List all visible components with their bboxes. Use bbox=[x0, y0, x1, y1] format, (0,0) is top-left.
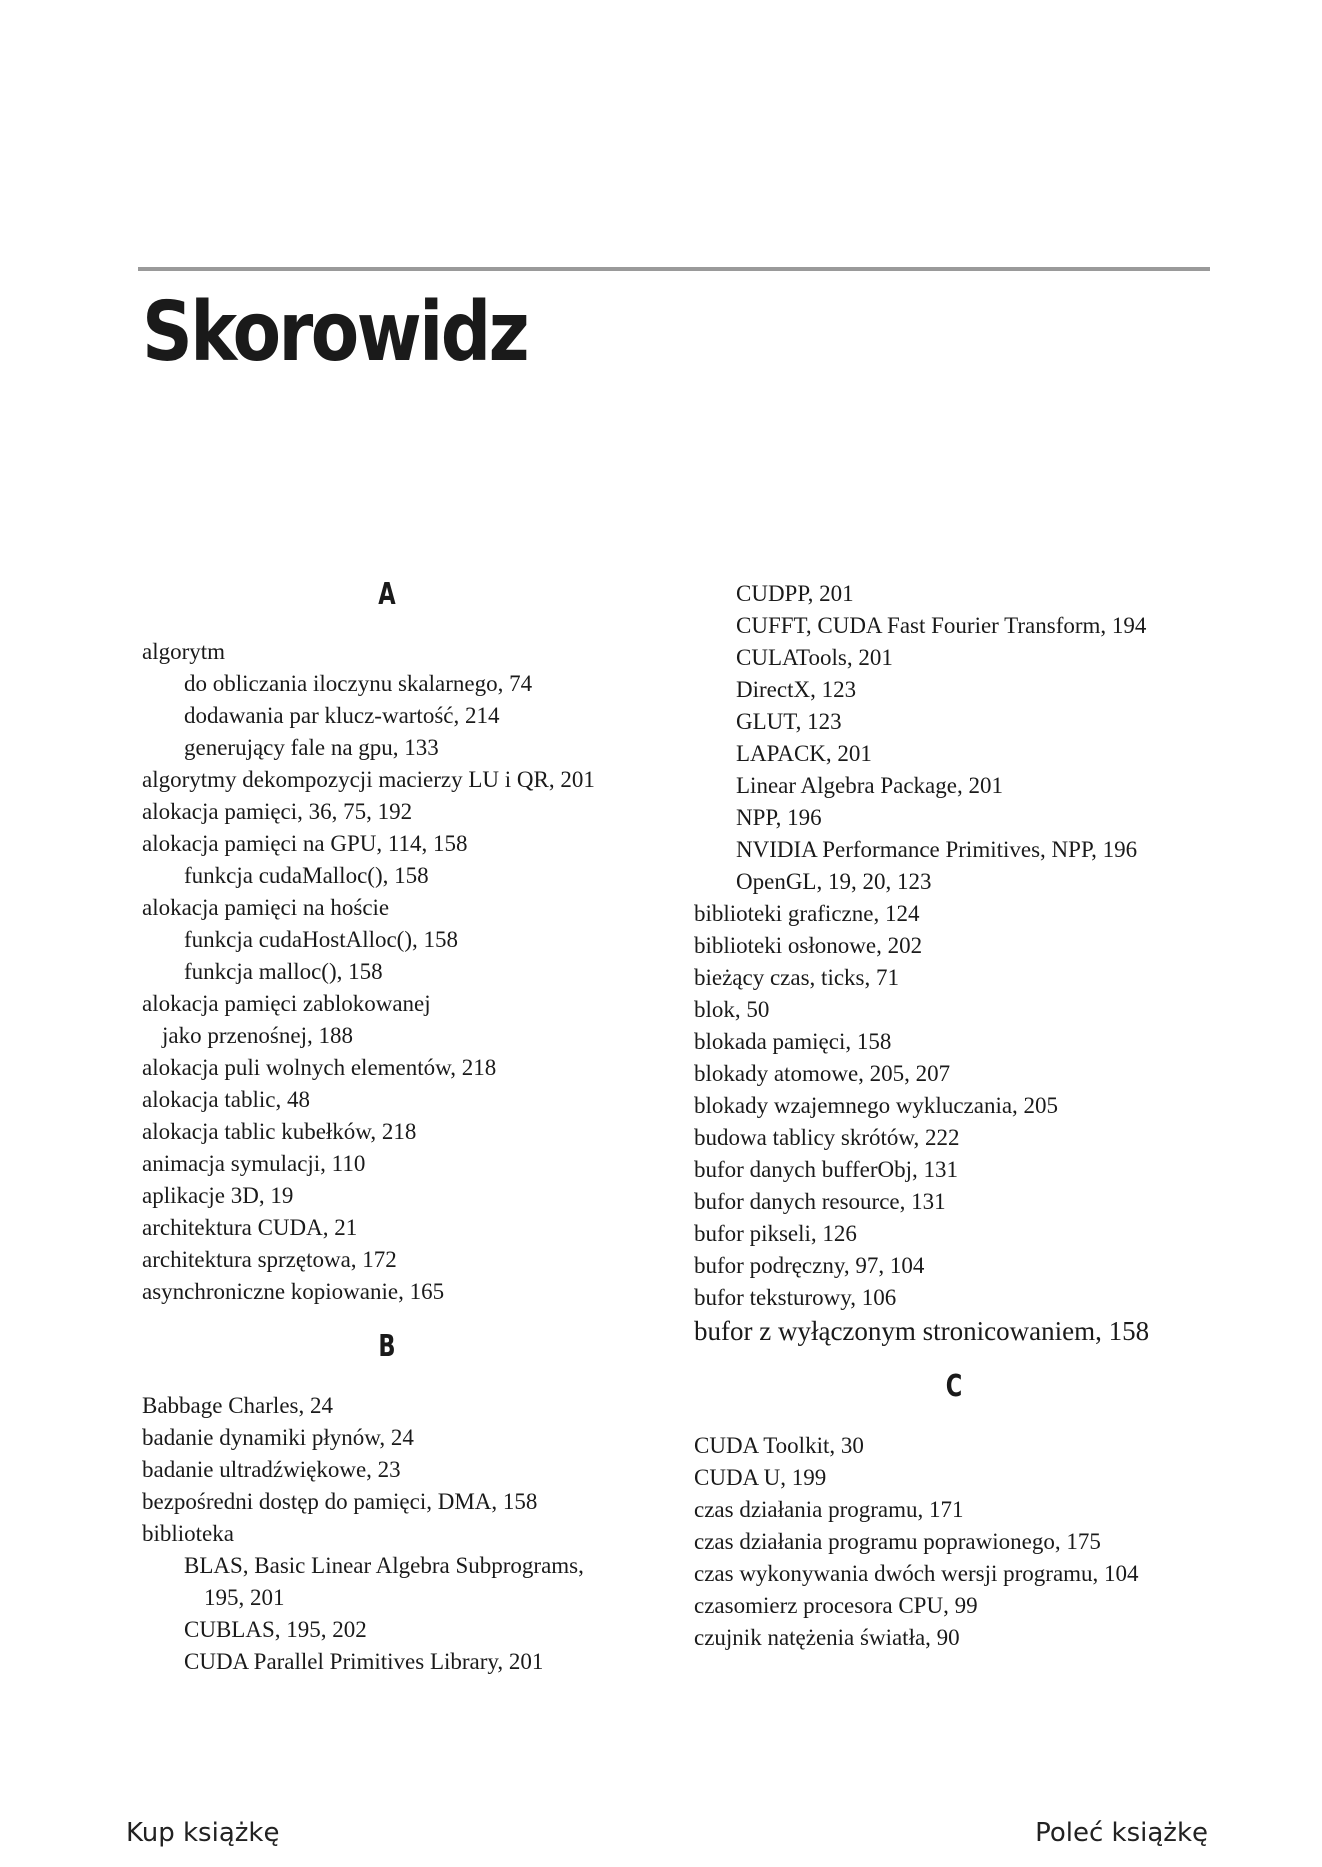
index-entry: bezpośredni dostęp do pamięci, DMA, 158 bbox=[142, 1489, 538, 1514]
section-letter-c: C bbox=[945, 1369, 963, 1404]
index-subentry: generujący fale na gpu, 133 bbox=[184, 735, 439, 760]
index-entry: alokacja tablic kubełków, 218 bbox=[142, 1119, 417, 1144]
index-entry: CUDA U, 199 bbox=[694, 1465, 827, 1490]
index-entry: blokady wzajemnego wykluczania, 205 bbox=[694, 1093, 1059, 1118]
index-entry: badanie ultradźwiękowe, 23 bbox=[142, 1457, 401, 1482]
index-subentry: dodawania par klucz-wartość, 214 bbox=[184, 703, 500, 728]
index-subentry: DirectX, 123 bbox=[736, 677, 857, 702]
index-subentry: CULATools, 201 bbox=[736, 645, 893, 670]
index-subentry: Linear Algebra Package, 201 bbox=[736, 773, 1003, 798]
index-entry: aplikacje 3D, 19 bbox=[142, 1183, 294, 1208]
index-subentry: NPP, 196 bbox=[736, 805, 822, 830]
index-entry: alokacja puli wolnych elementów, 218 bbox=[142, 1055, 497, 1080]
index-entry: architektura CUDA, 21 bbox=[142, 1215, 358, 1240]
header-rule bbox=[138, 267, 1210, 271]
index-entry: Babbage Charles, 24 bbox=[142, 1393, 333, 1418]
index-subentry: CUFFT, CUDA Fast Fourier Transform, 194 bbox=[736, 613, 1147, 638]
index-entry: algorytm bbox=[142, 639, 226, 664]
index-entry: alokacja pamięci zablokowanej bbox=[142, 991, 431, 1016]
index-subentry: funkcja cudaMalloc(), 158 bbox=[184, 863, 429, 888]
recommend-book-link[interactable]: Poleć książkę bbox=[1035, 1818, 1208, 1848]
index-subentry: do obliczania iloczynu skalarnego, 74 bbox=[184, 671, 533, 696]
index-entry: bufor z wyłączonym stronicowaniem, 158 bbox=[694, 1316, 1150, 1346]
index-subentry: OpenGL, 19, 20, 123 bbox=[736, 869, 932, 894]
buy-book-link[interactable]: Kup książkę bbox=[126, 1818, 280, 1848]
index-subentry: CUBLAS, 195, 202 bbox=[184, 1617, 367, 1642]
index-subentry-continuation: 195, 201 bbox=[204, 1585, 285, 1610]
index-subentry: LAPACK, 201 bbox=[736, 741, 872, 766]
index-entry: czas wykonywania dwóch wersji programu, 104 bbox=[694, 1561, 1139, 1586]
index-entry: bufor danych bufferObj, 131 bbox=[694, 1157, 959, 1182]
index-entry: czas działania programu, 171 bbox=[694, 1497, 964, 1522]
index-entry: czasomierz procesora CPU, 99 bbox=[694, 1593, 978, 1618]
index-column-left bbox=[142, 577, 662, 1678]
index-entry: bufor podręczny, 97, 104 bbox=[694, 1253, 925, 1278]
index-entry: blokada pamięci, 158 bbox=[694, 1029, 892, 1054]
index-entry: alokacja tablic, 48 bbox=[142, 1087, 310, 1112]
index-entry: biblioteka bbox=[142, 1521, 234, 1546]
index-entry: bufor teksturowy, 106 bbox=[694, 1285, 897, 1310]
index-entry: biblioteki osłonowe, 202 bbox=[694, 933, 923, 958]
index-entry: bieżący czas, ticks, 71 bbox=[694, 965, 899, 990]
index-entry: blokady atomowe, 205, 207 bbox=[694, 1061, 951, 1086]
index-entry: asynchroniczne kopiowanie, 165 bbox=[142, 1279, 445, 1304]
index-subentry: funkcja cudaHostAlloc(), 158 bbox=[184, 927, 459, 952]
index-entry: animacja symulacji, 110 bbox=[142, 1151, 366, 1176]
index-entry: bufor pikseli, 126 bbox=[694, 1221, 857, 1246]
index-entry: architektura sprzętowa, 172 bbox=[142, 1247, 397, 1272]
index-entry: alokacja pamięci, 36, 75, 192 bbox=[142, 799, 413, 824]
index-entry: bufor danych resource, 131 bbox=[694, 1189, 946, 1214]
index-entry: czas działania programu poprawionego, 175 bbox=[694, 1529, 1101, 1554]
index-column-right bbox=[694, 578, 1254, 1654]
index-subentry: BLAS, Basic Linear Algebra Subprograms, bbox=[184, 1553, 584, 1578]
index-entry: CUDA Toolkit, 30 bbox=[694, 1433, 864, 1458]
index-entry: czujnik natężenia światła, 90 bbox=[694, 1625, 960, 1650]
index-entry-continuation: jako przenośnej, 188 bbox=[162, 1023, 353, 1048]
index-subentry: GLUT, 123 bbox=[736, 709, 842, 734]
page-title: Skorowidz bbox=[142, 285, 528, 380]
index-subentry: CUDPP, 201 bbox=[736, 581, 854, 606]
index-entry: biblioteki graficzne, 124 bbox=[694, 901, 920, 926]
index-entry: budowa tablicy skrótów, 222 bbox=[694, 1125, 960, 1150]
index-subentry: CUDA Parallel Primitives Library, 201 bbox=[184, 1649, 544, 1674]
index-entry: blok, 50 bbox=[694, 997, 770, 1022]
index-entry: badanie dynamiki płynów, 24 bbox=[142, 1425, 414, 1450]
index-entry: alokacja pamięci na hoście bbox=[142, 895, 390, 920]
index-subentry: funkcja malloc(), 158 bbox=[184, 959, 383, 984]
index-entry: alokacja pamięci na GPU, 114, 158 bbox=[142, 831, 468, 856]
index-subentry: NVIDIA Performance Primitives, NPP, 196 bbox=[736, 837, 1138, 862]
index-entry: algorytmy dekompozycji macierzy LU i QR, 201 bbox=[142, 767, 595, 792]
section-letter-b: B bbox=[378, 1329, 396, 1364]
section-letter-a: A bbox=[378, 577, 396, 612]
